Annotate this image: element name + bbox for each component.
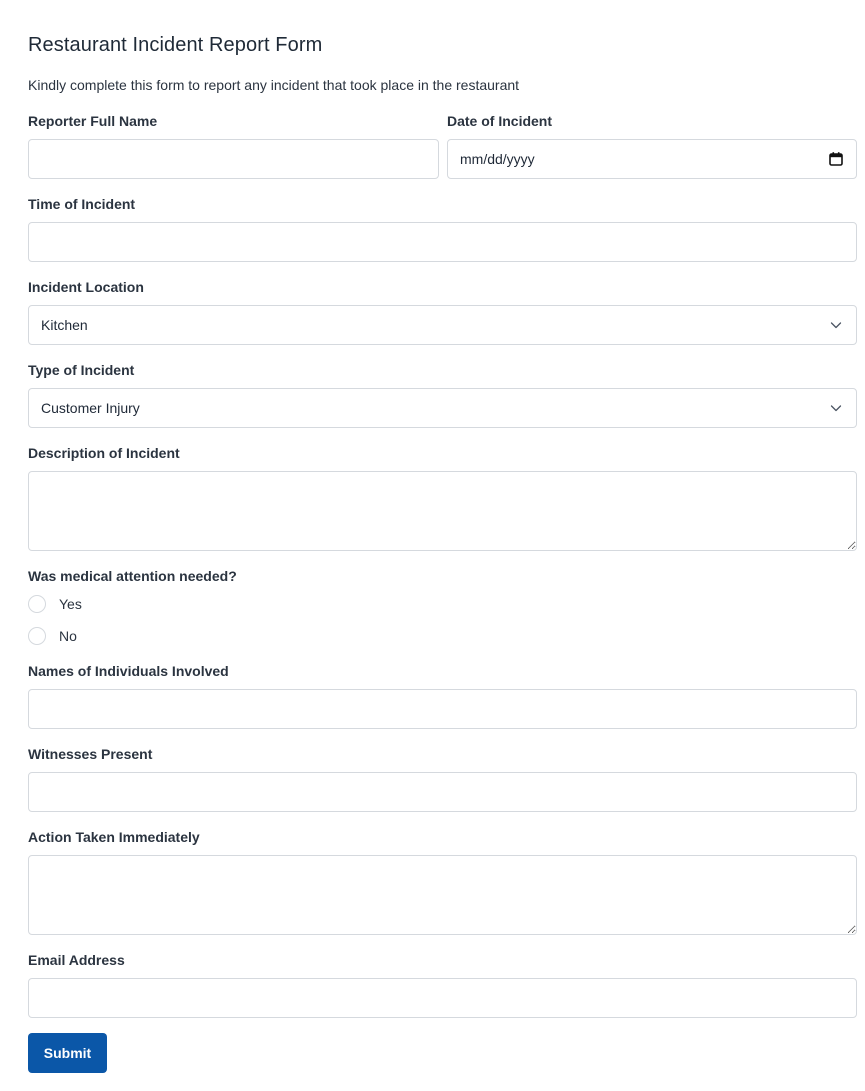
chevron-down-icon: [830, 402, 842, 414]
description-label: Description of Incident: [28, 445, 180, 461]
date-placeholder: mm/dd/yyyy: [460, 151, 535, 167]
type-of-incident-label: Type of Incident: [28, 362, 135, 378]
medical-attention-no-option[interactable]: [28, 626, 77, 646]
form-description: Kindly complete this form to report any incident that took place in the restaurant: [28, 77, 520, 93]
incident-location-label: Incident Location: [28, 279, 144, 295]
date-of-incident-label: Date of Incident: [447, 113, 553, 129]
action-taken-textarea[interactable]: [28, 855, 857, 935]
radio-no-label: No: [59, 628, 77, 644]
date-of-incident-input[interactable]: [447, 139, 857, 179]
reporter-name-input[interactable]: [28, 139, 439, 179]
witnesses-input[interactable]: [28, 772, 857, 812]
radio-yes-label: Yes: [59, 596, 82, 612]
chevron-down-icon: [830, 319, 842, 331]
radio-no[interactable]: [28, 627, 46, 645]
email-label: Email Address: [28, 952, 125, 968]
type-of-incident-select[interactable]: [28, 388, 857, 428]
description-textarea[interactable]: [28, 471, 857, 551]
type-of-incident-value: Customer Injury: [41, 400, 140, 416]
witnesses-label: Witnesses Present: [28, 746, 153, 762]
individuals-involved-label: Names of Individuals Involved: [28, 663, 229, 679]
medical-attention-yes-option[interactable]: [28, 594, 82, 614]
medical-attention-label: Was medical attention needed?: [28, 568, 237, 584]
email-input[interactable]: [28, 978, 857, 1018]
time-of-incident-input[interactable]: [28, 222, 857, 262]
reporter-name-label: Reporter Full Name: [28, 113, 158, 129]
radio-yes[interactable]: [28, 595, 46, 613]
calendar-icon[interactable]: [828, 151, 844, 167]
action-taken-label: Action Taken Immediately: [28, 829, 200, 845]
incident-location-value: Kitchen: [41, 317, 88, 333]
time-of-incident-label: Time of Incident: [28, 196, 136, 212]
page-title: Restaurant Incident Report Form: [28, 34, 323, 56]
individuals-involved-input[interactable]: [28, 689, 857, 729]
incident-location-select[interactable]: [28, 305, 857, 345]
submit-button[interactable]: Submit: [28, 1033, 107, 1073]
